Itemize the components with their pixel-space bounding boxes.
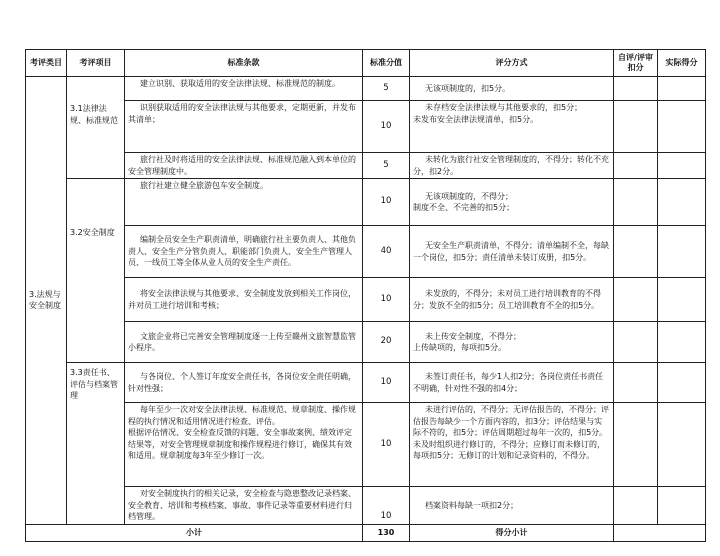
table-row <box>26 278 706 322</box>
category-cell: 3.法规与安全制度 <box>26 77 67 525</box>
method-cell: 未进行评估的，不得分；无评估报告的，不得分；评估报告每缺少一个方面内容的，扣3分；评估结果与实际不符的，扣5分；评估周期超过每年一次的，扣5分。未及时组织进行修订的，不得分；应修订而未修订的，每项扣5分；无修订的计划和记录资料的，不得分。 <box>410 403 614 487</box>
standard-cell: 文旅企业将已完善安全管理制度逐一上传至赣州文旅智慧监管小程序。 <box>125 322 363 363</box>
standard-cell: 每年至少一次对安全法律法规、标准规范、规章制度、操作规程的执行情况和适用情况进行检查、评估。 根据评估情况、安全检查反馈的问题、安全事故案例、绩效评定结果等，对安全管理规章制度和操作规程进行修订，确保其有效和适用。规章制度每3年至少修订一次。 <box>125 403 363 487</box>
subtotal-row <box>26 524 706 541</box>
actual-score-cell[interactable] <box>658 77 706 101</box>
standard-cell: 旅行社及时将适用的安全法律法规、标准规范融入到本单位的安全管理制度中。 <box>125 153 363 179</box>
self-deduction-cell[interactable] <box>614 101 658 153</box>
header-method: 评分方式 <box>410 50 614 77</box>
actual-score-cell[interactable] <box>658 322 706 363</box>
table-row <box>26 179 706 226</box>
actual-score-cell[interactable] <box>658 179 706 226</box>
standard-cell: 建立识别、获取适用的安全法律法规、标准规范的制度。 <box>125 77 363 101</box>
method-cell: 无安全生产职责清单，不得分；清单编制不全，每缺一个岗位，扣5分；责任清单未装订成册，扣5分。 <box>410 226 614 278</box>
score-subtotal-label: 得分小计 <box>410 524 614 541</box>
actual-score-cell[interactable] <box>658 403 706 487</box>
header-category: 考评类目 <box>26 50 67 77</box>
score-cell: 20 <box>363 322 410 363</box>
actual-score-cell[interactable] <box>658 226 706 278</box>
actual-score-cell[interactable] <box>658 487 706 525</box>
self-deduction-cell[interactable] <box>614 363 658 403</box>
method-cell: 档案资料每缺一项扣2分； <box>410 487 614 525</box>
standard-cell: 对安全制度执行的相关记录，安全检查与隐患整改记录档案、安全教育、培训和考核档案、事故、事件记录等重要材料进行归档管理。 <box>125 487 363 525</box>
score-cell: 10 <box>363 363 410 403</box>
standard-cell: 编制全员安全生产职责清单，明确旅行社主要负责人、其他负责人、安全生产分管负责人、职能部门负责人、安全生产管理人员、一线员工等全体从业人员的安全生产责任。 <box>125 226 363 278</box>
actual-score-cell[interactable] <box>658 153 706 179</box>
self-deduction-cell[interactable] <box>614 179 658 226</box>
header-standard: 标准条款 <box>125 50 363 77</box>
standard-cell: 将安全法律法规与其他要求、安全制度发放到相关工作岗位，并对员工进行培训和考核； <box>125 278 363 322</box>
subtotal-label: 小计 <box>26 524 363 541</box>
item-cell: 3.3责任书、评估与档案管理 <box>67 363 125 525</box>
header-self-deduction: 自评/评审扣分 <box>614 50 658 77</box>
score-cell: 10 <box>363 487 410 525</box>
score-cell: 5 <box>363 77 410 101</box>
table-row <box>26 322 706 363</box>
header-actual-score: 实际得分 <box>658 50 706 77</box>
actual-score-cell[interactable] <box>658 278 706 322</box>
method-cell: 未发放的，不得分；未对员工进行培训教育的不得分；发放不全的扣5分；员工培训教育不全的扣5分。 <box>410 278 614 322</box>
item-cell: 3.2安全制度 <box>67 179 125 363</box>
table-row <box>26 403 706 487</box>
header-score: 标准分值 <box>363 50 410 77</box>
self-deduction-cell[interactable] <box>614 153 658 179</box>
subtotal-value: 130 <box>363 524 410 541</box>
self-deduction-cell[interactable] <box>614 77 658 101</box>
method-cell: 未上传安全制度，不得分； 上传缺项的，每项扣5分。 <box>410 322 614 363</box>
item-cell: 3.1法律法规、标准规范 <box>67 77 125 179</box>
method-cell: 无该项制度的，扣5分。 <box>410 77 614 101</box>
table-row <box>26 101 706 153</box>
actual-score-cell[interactable] <box>658 363 706 403</box>
table-row <box>26 226 706 278</box>
self-deduction-cell[interactable] <box>614 322 658 363</box>
method-cell: 无该项制度的，不得分； 制度不全、不完善的扣5分； <box>410 179 614 226</box>
header-item: 考评项目 <box>67 50 125 77</box>
method-cell: 未存档安全法律法规与其他要求的，扣5分； 未发布安全法律法规清单，扣5分。 <box>410 101 614 153</box>
evaluation-table <box>25 49 706 542</box>
score-cell: 10 <box>363 179 410 226</box>
score-cell: 40 <box>363 226 410 278</box>
score-subtotal-value[interactable] <box>614 524 706 541</box>
standard-cell: 旅行社建立健全旅游包车安全制度。 <box>125 179 363 226</box>
actual-score-cell[interactable] <box>658 101 706 153</box>
table-row <box>26 487 706 525</box>
self-deduction-cell[interactable] <box>614 487 658 525</box>
score-cell: 10 <box>363 403 410 487</box>
table-row <box>26 77 706 101</box>
standard-cell: 与各岗位、个人签订年度安全责任书，各岗位安全责任明确，针对性强； <box>125 363 363 403</box>
score-cell: 5 <box>363 153 410 179</box>
table-row <box>26 363 706 403</box>
standard-cell: 识别获取适用的安全法律法规与其他要求，定期更新，并发布其清单； <box>125 101 363 153</box>
self-deduction-cell[interactable] <box>614 403 658 487</box>
score-cell: 10 <box>363 101 410 153</box>
self-deduction-cell[interactable] <box>614 278 658 322</box>
method-cell: 未签订责任书，每少1人扣2分；各岗位责任书责任不明确，针对性不强的扣4分； <box>410 363 614 403</box>
table-row <box>26 153 706 179</box>
self-deduction-cell[interactable] <box>614 226 658 278</box>
method-cell: 未转化为旅行社安全管理制度的，不得分；转化不充分，扣2分。 <box>410 153 614 179</box>
score-cell: 10 <box>363 278 410 322</box>
header-row <box>26 50 706 77</box>
